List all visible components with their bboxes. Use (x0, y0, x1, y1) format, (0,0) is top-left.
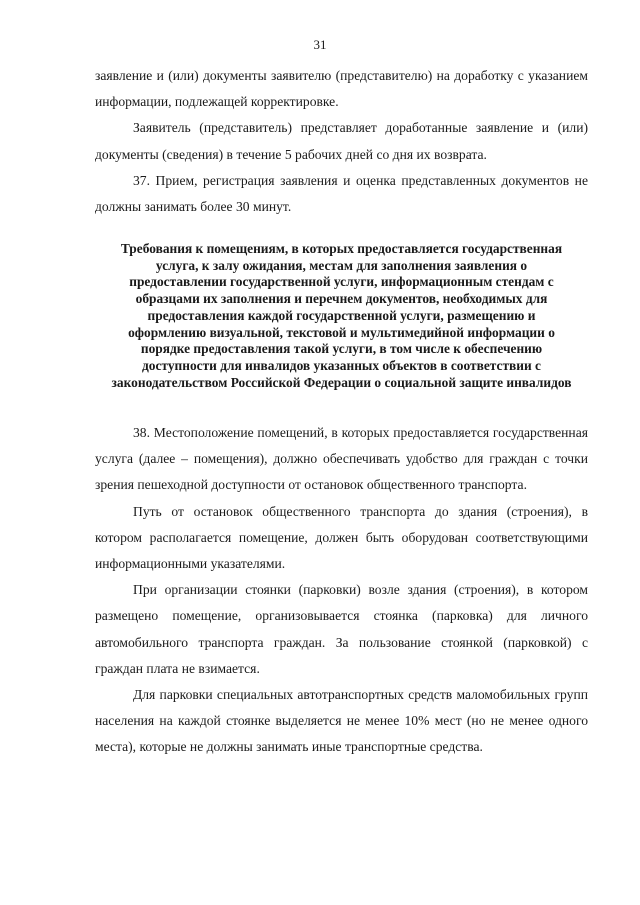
paragraph: Путь от остановок общественного транспорта до здания (строения), в котором располагается помещение, должен быть оборудован соответствующими информационными указателями. (95, 503, 588, 572)
paragraph: Для парковки специальных автотранспортных средств маломобильных групп населения на каждой стоянке выделяется не менее 10% мест (но не менее одного места), которые не должны занимать иные транспортные средства. (95, 687, 588, 755)
paragraph: 38. Местоположение помещений, в которых предоставляется государственная услуга (далее – помещения), должно обеспечивать удобство для граждан с точки зрения пешеходной доступности от остановок общественного транспорта. (95, 425, 588, 493)
paragraph: Заявитель (представитель) представляет доработанные заявление и (или) документы (сведения) в течение 5 рабочих дней со дня их возврата. (95, 120, 588, 162)
paragraph: заявление и (или) документы заявителю (представителю) на доработку с указанием информации, подлежащей корректировке. (95, 68, 588, 110)
text-section-top (95, 63, 588, 220)
paragraph: 37. Прием, регистрация заявления и оценка представленных документов не должны занимать более 30 минут. (95, 172, 588, 215)
paragraph: При организации стоянки (парковки) возле здания (строения), в котором размещено помещение, организовывается стоянка (парковка) для личного автомобильного транспорта граждан. За пользование стоянкой (парковкой) с граждан плата не взимается. (95, 582, 588, 676)
heading-text: Требования к помещениям, в которых предоставляется государственная услуга, к залу ожидания, местам для заполнения заявления о предоставлении государственной услуги, информационным стендам с образцами их заполнения и перечнем документов, необходимых для предоставления каждой государственной услуги, размещению и оформлению визуальной, текстовой и мультимедийной информации о порядке предоставления такой услуги, в том числе к обеспечению доступности для инвалидов указанных объектов в соответствии с законодательством Российской Федерации о социальной защите инвалидов (111, 241, 572, 390)
section-heading (108, 241, 575, 391)
text-section-bottom (95, 420, 588, 761)
page-number: 31 (313, 37, 327, 52)
